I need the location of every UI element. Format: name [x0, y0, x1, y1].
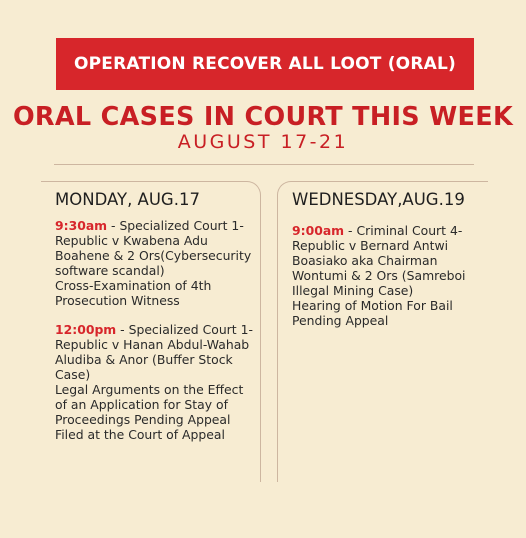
case-line: Wontumi & 2 Ors (Samreboi — [292, 268, 466, 283]
case-line: of an Application for Stay of — [55, 397, 228, 412]
title-banner — [56, 38, 474, 90]
case-line: software scandal) — [55, 263, 165, 278]
case-line: Boasiako aka Chairman — [292, 253, 438, 268]
court-name: - Specialized Court 1- — [107, 218, 244, 233]
entry-first-line — [55, 218, 285, 233]
divider-line — [54, 164, 474, 165]
case-line: Case) — [55, 367, 91, 382]
case-line: Aludiba & Anor (Buffer Stock — [55, 352, 233, 367]
case-line: Hearing of Motion For Bail — [292, 298, 453, 313]
case-line: Filed at the Court of Appeal — [55, 427, 225, 442]
case-line: Proceedings Pending Appeal — [55, 412, 231, 427]
court-name: - Criminal Court 4- — [344, 223, 463, 238]
entry-first-line — [292, 223, 522, 238]
case-line: Prosecution Witness — [55, 293, 180, 308]
case-time: 12:00pm — [55, 322, 117, 337]
case-line: Republic v Kwabena Adu — [55, 233, 208, 248]
entry-first-line — [55, 322, 285, 337]
case-line: Cross-Examination of 4th — [55, 278, 212, 293]
case-entry — [292, 223, 522, 328]
case-entry — [55, 218, 285, 308]
case-line: Illegal Mining Case) — [292, 283, 414, 298]
date-range: AUGUST 17-21 — [177, 131, 349, 153]
case-time: 9:30am — [55, 218, 108, 233]
case-line: Legal Arguments on the Effect — [55, 382, 244, 397]
day-heading-monday: MONDAY, AUG.17 — [55, 190, 200, 209]
case-entry — [55, 322, 285, 442]
day-heading-wednesday: WEDNESDAY,AUG.19 — [292, 190, 465, 209]
case-line: Republic v Bernard Antwi — [292, 238, 449, 253]
court-name: - Specialized Court 1- — [116, 322, 253, 337]
case-time: 9:00am — [292, 223, 345, 238]
case-line: Pending Appeal — [292, 313, 389, 328]
banner-text: OPERATION RECOVER ALL LOOT (ORAL) — [74, 54, 456, 74]
page-headline: ORAL CASES IN COURT THIS WEEK — [12, 102, 514, 132]
case-line: Boahene & 2 Ors(Cybersecurity — [55, 248, 252, 263]
case-line: Republic v Hanan Abdul-Wahab — [55, 337, 250, 352]
